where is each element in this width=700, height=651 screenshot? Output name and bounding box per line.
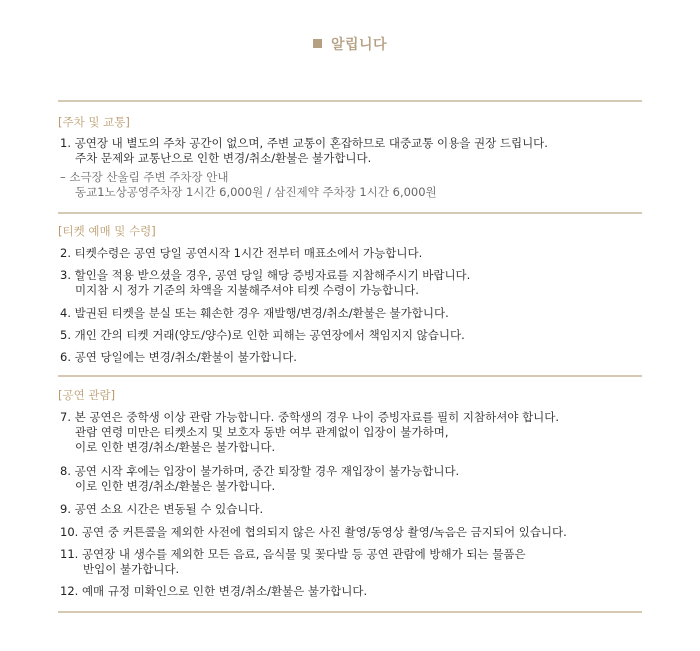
section-heading-viewing: [공연 관람] xyxy=(58,388,116,402)
notice-item-line: 1. 공연장 내 별도의 주차 공간이 없으며, 주변 교통이 혼잡하므로 대중교통 이용을 권장 드립니다. xyxy=(60,136,548,150)
notice-item-line: 관람 연령 미만은 티켓소지 및 보호자 동반 여부 관계없이 입장이 불가하며, xyxy=(75,425,449,439)
notice-item-line: 8. 공연 시작 후에는 입장이 불가하며, 중간 퇴장할 경우 재입장이 불가능합니다. xyxy=(60,464,460,478)
notice-item-6 xyxy=(60,350,640,365)
notice-item-9 xyxy=(60,502,640,517)
divider xyxy=(58,375,642,377)
square-bullet-icon xyxy=(313,39,322,48)
notice-item-line: 이로 인한 변경/취소/환불은 불가합니다. xyxy=(75,440,276,454)
section-heading-parking: [주차 및 교통] xyxy=(58,115,130,129)
notice-item-10 xyxy=(60,525,640,540)
notice-item-line: 4. 발권된 티켓을 분실 또는 훼손한 경우 재발행/변경/취소/환불은 불가합니다. xyxy=(60,306,449,320)
divider xyxy=(58,212,642,214)
notice-item-line: 10. 공연 중 커튼콜을 제외한 사전에 협의되지 않은 사진 촬영/동영상 촬영/녹음은 금지되어 있습니다. xyxy=(60,525,567,539)
section-heading-tickets: [티켓 예매 및 수령] xyxy=(58,224,156,238)
divider xyxy=(58,611,642,613)
notice-item-line: 5. 개인 간의 티켓 거래(양도/양수)로 인한 피해는 공연장에서 책임지지 않습니다. xyxy=(60,328,465,342)
notice-title-text: 알립니다 xyxy=(330,37,388,53)
notice-item-4 xyxy=(60,306,640,321)
notice-item-line: 3. 할인을 적용 받으셨을 경우, 공연 당일 해당 증빙자료를 지참해주시기 바랍니다. xyxy=(60,268,471,282)
notice-item-line: 2. 티켓수령은 공연 당일 공연시작 1시간 전부터 매표소에서 가능합니다. xyxy=(60,246,423,260)
notice-item-line: 7. 본 공연은 중학생 이상 관람 가능합니다. 중학생의 경우 나이 증빙자료를 필히 지참하셔야 합니다. xyxy=(60,410,560,424)
notice-item-line: 반입이 불가합니다. xyxy=(83,562,180,576)
notice-item-line: 11. 공연장 내 생수를 제외한 모든 음료, 음식물 및 꽃다발 등 공연 관람에 방해가 되는 물품은 xyxy=(60,547,526,561)
parking-info-detail: 동교1노상공영주차장 1시간 6,000원 / 삼진제약 주차장 1시간 6,000원 xyxy=(75,185,437,199)
notice-item-1 xyxy=(60,136,640,166)
notice-item-2 xyxy=(60,246,640,261)
notice-item-line: 12. 예매 규정 미확인으로 인한 변경/취소/환불은 불가합니다. xyxy=(60,584,368,598)
notice-item-line: 주차 문제와 교통난으로 인한 변경/취소/환불은 불가합니다. xyxy=(75,151,372,165)
notice-item-line: 9. 공연 소요 시간은 변동될 수 있습니다. xyxy=(60,502,264,516)
notice-item-8 xyxy=(60,464,640,494)
notice-item-3 xyxy=(60,268,640,298)
divider xyxy=(58,100,642,102)
parking-info xyxy=(60,170,640,200)
notice-item-7 xyxy=(60,410,640,455)
notice-item-12 xyxy=(60,584,640,599)
notice-item-11 xyxy=(60,547,640,577)
notice-title xyxy=(0,34,700,54)
notice-item-5 xyxy=(60,328,640,343)
parking-info-heading: – 소극장 산울림 주변 주차장 안내 xyxy=(60,170,229,184)
notice-item-line: 이로 인한 변경/취소/환불은 불가합니다. xyxy=(75,479,276,493)
notice-item-line: 미지참 시 정가 기준의 차액을 지불해주셔야 티켓 수령이 가능합니다. xyxy=(75,283,419,297)
notice-item-line: 6. 공연 당일에는 변경/취소/환불이 불가합니다. xyxy=(60,350,297,364)
